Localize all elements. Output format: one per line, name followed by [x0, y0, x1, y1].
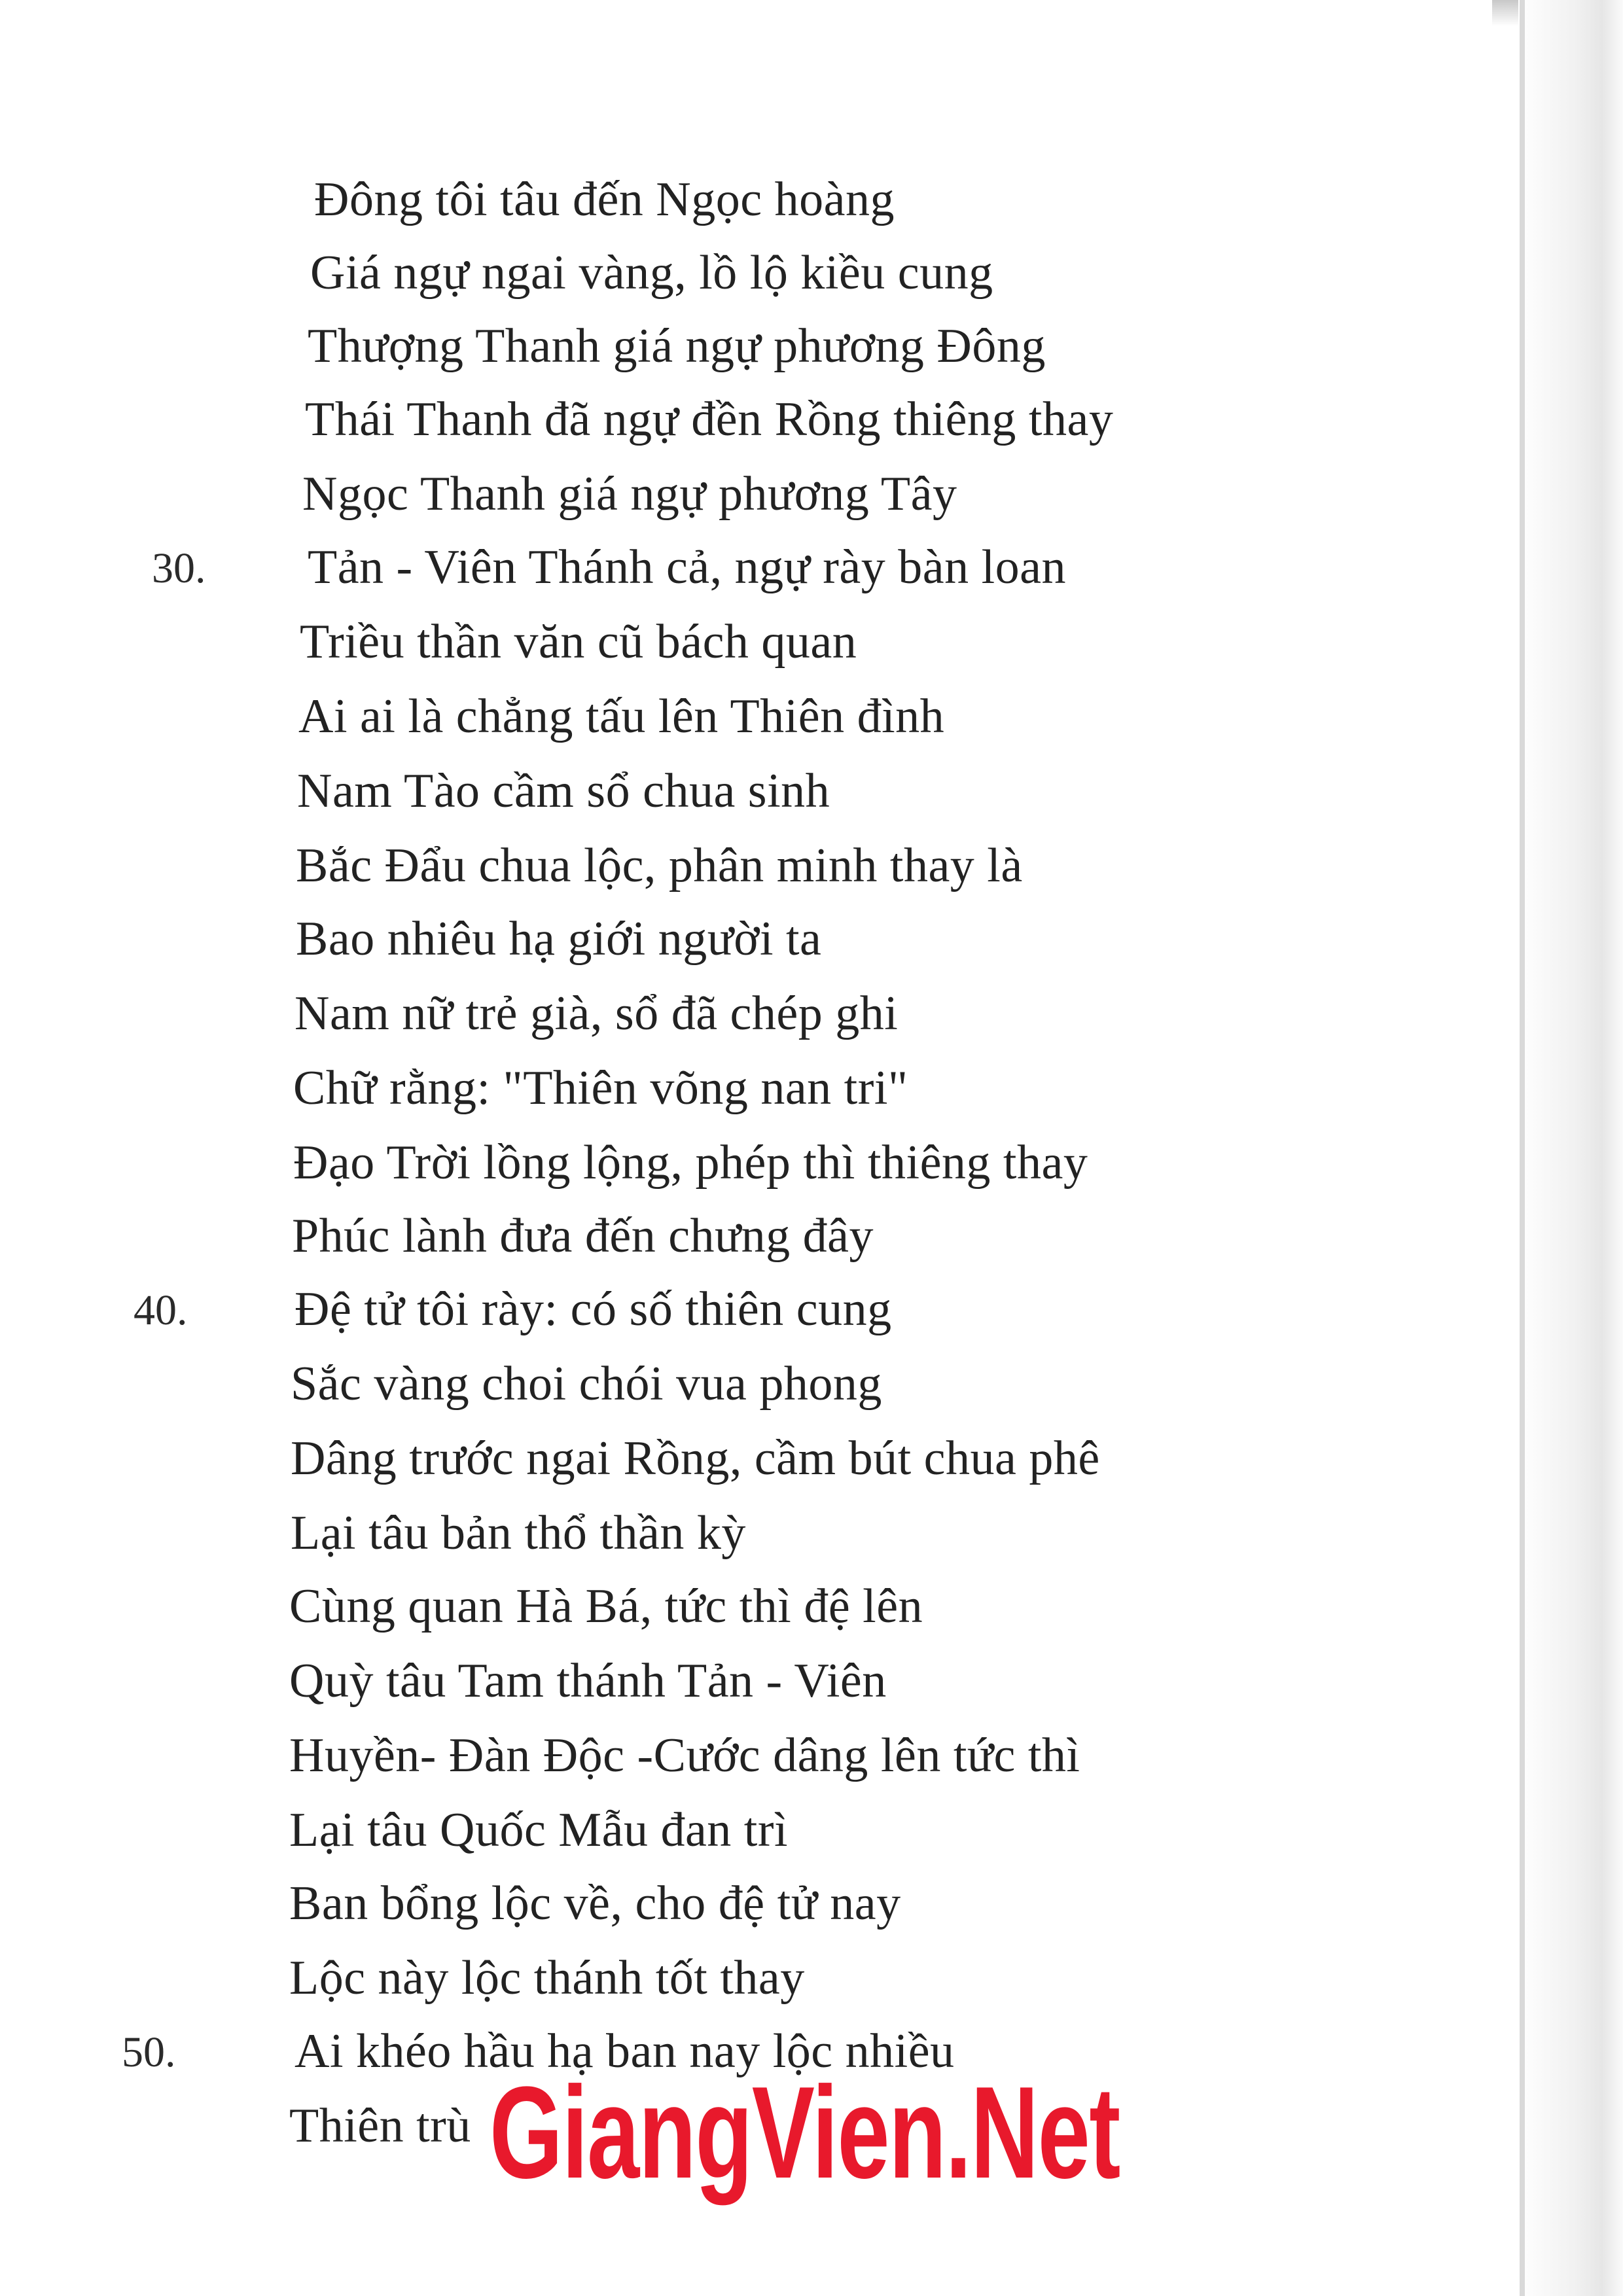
verse-line: Lộc này lộc thánh tốt thay [289, 1951, 805, 2005]
verse-line: Dâng trước ngai Rồng, cầm bút chua phê [291, 1432, 1100, 1485]
verse-line: Triều thần văn cũ bách quan [300, 615, 857, 669]
verse-line: Đông tôi tâu đến Ngọc hoàng [314, 173, 895, 226]
verse-line: Bao nhiêu hạ giới người ta [296, 912, 822, 966]
page-corner-shadow [1492, 0, 1518, 26]
verse-line: Sắc vàng choi chói vua phong [291, 1357, 882, 1411]
page-edge-shadow [1518, 0, 1623, 2296]
verse-line: Giá ngự ngai vàng, lồ lộ kiều cung [310, 246, 993, 300]
verse-line: Huyền- Đàn Độc -Cước dâng lên tức thì [289, 1729, 1080, 1782]
line-number-40: 40. [134, 1286, 188, 1334]
verse-line: Cùng quan Hà Bá, tức thì đệ lên [289, 1580, 923, 1633]
verse-line: Ban bổng lộc về, cho đệ tử nay [289, 1877, 901, 1930]
page-spine-line [1520, 0, 1525, 2296]
verse-line: Lại tâu Quốc Mẫu đan trì [289, 1803, 789, 1857]
verse-line: Bắc Đẩu chua lộc, phân minh thay là [296, 839, 1023, 892]
verse-line: Đạo Trời lồng lộng, phép thì thiêng thay [293, 1136, 1088, 1190]
verse-line: Đệ tử tôi rày: có số thiên cung [294, 1282, 892, 1336]
verse-line: Thiên trù [289, 2099, 471, 2153]
verse-line: Ai ai là chẳng tấu lên Thiên đình [298, 690, 945, 743]
verse-line: Lại tâu bản thổ thần kỳ [291, 1506, 746, 1560]
verse-line: Tản - Viên Thánh cả, ngự rày bàn loan [308, 540, 1066, 594]
verse-line: Quỳ tâu Tam thánh Tản - Viên [289, 1654, 887, 1708]
verse-line: Thượng Thanh giá ngự phương Đông [308, 319, 1046, 373]
verse-line: Phúc lành đưa đến chưng đây [292, 1209, 874, 1263]
watermark-logo: GiangVien.Net [490, 2060, 1120, 2206]
verse-line: Nam Tào cầm sổ chua sinh [297, 764, 830, 818]
line-number-30: 30. [152, 544, 206, 592]
verse-line: Thái Thanh đã ngự đền Rồng thiêng thay [305, 393, 1114, 446]
verse-line: Ai khéo hầu hạ ban nay lộc nhiều [294, 2024, 955, 2078]
line-number-50: 50. [122, 2028, 176, 2076]
verse-line: Nam nữ trẻ già, sổ đã chép ghi [294, 987, 899, 1040]
verse-line: Chữ rằng: "Thiên võng nan tri" [293, 1061, 908, 1115]
verse-line: Ngọc Thanh giá ngự phương Tây [302, 467, 957, 521]
